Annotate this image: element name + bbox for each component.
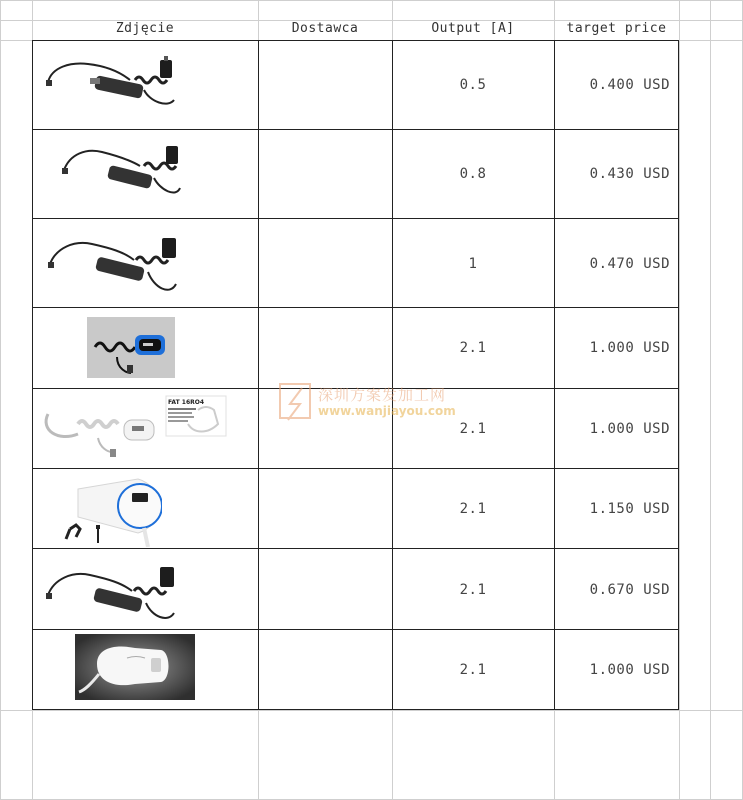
price-value: 1.000 USD xyxy=(589,421,670,437)
output-value: 0.5 xyxy=(459,77,487,93)
header-supplier: Dostawca xyxy=(291,21,359,36)
header-photo: Zdjęcie xyxy=(115,21,175,36)
price-value: 1.000 USD xyxy=(589,662,670,678)
table-border xyxy=(32,629,679,630)
watermark-logo-icon xyxy=(278,382,314,422)
table-border xyxy=(32,129,679,130)
header-price: target price xyxy=(566,21,667,36)
price-value: 0.400 USD xyxy=(589,77,670,93)
price-value: 1.150 USD xyxy=(589,501,670,517)
price-value: 1.000 USD xyxy=(589,340,670,356)
car-charger-coiled-cable-icon xyxy=(44,232,184,300)
white-usb-car-charger-icon xyxy=(38,394,230,458)
blue-car-charger-coiled-cable-icon xyxy=(87,317,175,378)
table-border xyxy=(32,218,679,219)
car-charger-coiled-cable-icon xyxy=(42,563,182,625)
watermark-url: www.wanjiayou.com xyxy=(318,404,456,418)
grid-line xyxy=(679,0,680,800)
table-border xyxy=(32,468,679,469)
price-value: 0.670 USD xyxy=(589,582,670,598)
table-border xyxy=(32,548,679,549)
price-value: 0.470 USD xyxy=(589,256,670,272)
grid-line xyxy=(710,0,711,800)
grid-line xyxy=(0,710,743,711)
output-value: 2.1 xyxy=(459,340,487,356)
output-value: 2.1 xyxy=(459,421,487,437)
grid-line xyxy=(0,0,1,800)
car-charger-coiled-cable-icon xyxy=(60,142,190,204)
output-value: 1 xyxy=(468,256,478,272)
output-value: 2.1 xyxy=(459,582,487,598)
output-value: 2.1 xyxy=(459,501,487,517)
white-round-usb-car-charger-icon xyxy=(54,473,162,547)
table-border xyxy=(392,40,393,710)
car-charger-coiled-cable-icon xyxy=(40,52,180,114)
table-border xyxy=(258,40,259,710)
price-value: 0.430 USD xyxy=(589,166,670,182)
output-value: 0.8 xyxy=(459,166,487,182)
white-car-charger-dark-background-icon xyxy=(75,634,195,700)
watermark xyxy=(278,382,478,422)
table-border xyxy=(554,40,555,710)
output-value: 2.1 xyxy=(459,662,487,678)
package-label: FAT 16RO4 xyxy=(168,399,205,406)
header-output: Output [A] xyxy=(431,21,515,36)
grid-line xyxy=(0,0,743,1)
watermark-text: 深圳方案发加工网 xyxy=(318,386,447,404)
table-border xyxy=(32,307,679,308)
